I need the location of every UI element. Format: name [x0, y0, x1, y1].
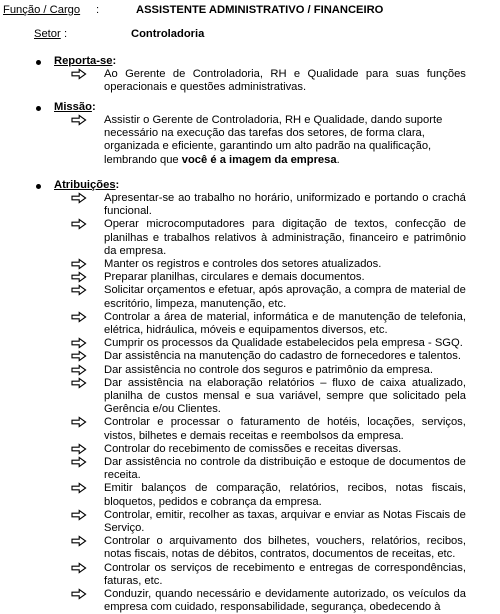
arrow-right-icon	[71, 364, 87, 377]
word: funções	[426, 68, 466, 80]
word: de	[372, 456, 386, 468]
word: patrimônio	[413, 231, 466, 244]
list-item-text	[104, 535, 466, 561]
word: aprovação,	[286, 284, 342, 297]
word: documentos	[388, 456, 450, 468]
word: e	[364, 192, 371, 204]
word: e	[208, 284, 215, 297]
word: sua	[256, 390, 275, 402]
word: telefonia,	[420, 310, 466, 323]
word: atualizado,	[411, 376, 466, 389]
word: à	[261, 231, 268, 244]
word: após	[258, 284, 283, 297]
text-line: Preparar planilhas, circulares e demais documentos.	[104, 271, 365, 284]
word: assistência	[127, 376, 184, 389]
text-fragment: lembrando que	[104, 153, 182, 166]
word: portando	[374, 192, 419, 204]
word: financeiro	[349, 231, 399, 244]
word: mensal	[203, 390, 240, 402]
word: área	[164, 310, 187, 323]
text-line	[104, 482, 466, 495]
word: Apresentar-se	[104, 192, 175, 204]
word: arquivar	[280, 508, 322, 521]
word: fiscais,	[431, 482, 466, 495]
word: Controladoria,	[192, 68, 263, 80]
word: bilhetes,	[268, 535, 310, 548]
arrow-right-icon	[71, 456, 87, 469]
word: –	[320, 376, 327, 389]
word: horário,	[254, 192, 293, 204]
list-item-text	[104, 364, 466, 377]
word: controle	[200, 456, 241, 468]
word: e	[152, 231, 160, 244]
text-line: elétrica, hidráulica, móveis e equipamentos diversos, etc.	[104, 324, 388, 336]
word: assistência	[125, 456, 181, 468]
word: RH	[270, 68, 287, 80]
word: de	[394, 284, 408, 297]
word: no	[184, 456, 197, 468]
word: e	[324, 508, 331, 521]
text-line	[104, 218, 466, 231]
list-item-text	[104, 443, 466, 456]
word: Operar	[104, 218, 139, 231]
word: e	[299, 561, 306, 574]
word: o	[227, 416, 234, 429]
text-line: funcional.	[104, 205, 152, 218]
text-line: escritório, limpeza, manutenção, etc.	[104, 297, 287, 310]
word: Qualidade	[307, 68, 359, 80]
word: recibos,	[426, 535, 466, 548]
word: comparação,	[216, 482, 281, 495]
arrow-right-icon	[71, 218, 87, 231]
arrow-right-icon	[71, 350, 87, 363]
word: os	[392, 588, 405, 600]
text-line	[104, 535, 466, 548]
word: relatórios	[268, 376, 315, 389]
word: as	[367, 508, 380, 521]
word: confecção	[394, 218, 446, 231]
text-line	[104, 377, 466, 390]
word: de	[404, 310, 417, 323]
word: trabalho	[194, 192, 235, 204]
list-item-text	[104, 350, 466, 363]
word: as	[232, 508, 245, 521]
word: e	[402, 231, 409, 244]
text-fragment: organizada e eficiente, garantindo um alto padrão na qualificação,	[104, 140, 432, 153]
word: de	[453, 218, 466, 231]
word: correspondências,	[374, 561, 466, 574]
word: recebimento	[233, 561, 295, 574]
word: serviços	[170, 561, 212, 574]
text-line: empresa com cuidado, responsabilidade, segurança, obedecendo à	[104, 601, 441, 614]
list-item-text	[104, 509, 466, 535]
text-line	[104, 284, 466, 297]
word: a	[344, 284, 351, 297]
text-line: Cumprir os processos da Qualidade estabelecidos pela empresa - SGQ.	[104, 337, 463, 350]
list-item-text	[104, 218, 466, 258]
word: da	[453, 588, 466, 600]
list-item-text	[104, 588, 466, 614]
section-title: Reporta-se:	[54, 55, 117, 67]
word: estoque	[329, 456, 370, 468]
word: planilhas	[104, 231, 149, 244]
word: e	[244, 390, 251, 402]
section-title: Atribuições:	[54, 179, 120, 191]
text-line: da empresa.	[104, 244, 167, 257]
arrow-right-icon	[71, 114, 87, 127]
word: recolher	[188, 508, 230, 521]
word: na	[188, 376, 202, 389]
word: relatórios,	[289, 482, 339, 495]
word: locações,	[367, 416, 415, 429]
word: para	[252, 218, 275, 231]
word: Notas	[382, 508, 413, 521]
word: material,	[206, 310, 250, 323]
word: hotéis,	[327, 416, 361, 429]
word: de	[357, 561, 371, 574]
word: serviços,	[421, 416, 466, 429]
word: de	[453, 456, 466, 468]
word: a	[153, 310, 161, 323]
word: no	[238, 192, 251, 204]
text-line: Manter os registros e controles dos setores atualizados.	[104, 258, 382, 270]
word: caixa	[379, 376, 407, 389]
word: o	[156, 535, 163, 548]
list-item-text	[104, 284, 466, 310]
word: microcomputadores	[146, 218, 245, 231]
word: enviar	[333, 508, 365, 521]
bullet-icon	[36, 106, 41, 111]
word: faturamento	[240, 416, 301, 429]
list-item-text	[104, 337, 466, 350]
arrow-right-icon	[71, 258, 87, 271]
arrow-right-icon	[71, 284, 87, 297]
text-line	[104, 416, 466, 429]
word: e	[312, 310, 319, 323]
word: de	[361, 376, 375, 389]
word: orçamentos	[147, 284, 206, 297]
text-line: faturas, etc.	[104, 574, 163, 587]
word: sempre	[326, 390, 364, 402]
list-item-text	[104, 562, 466, 588]
text-line: bloquetos, pedidos e cobrança da empresa.	[104, 495, 322, 508]
list-item-text	[104, 68, 466, 94]
word: material	[410, 284, 451, 297]
word: de	[194, 482, 208, 495]
word: de	[147, 390, 161, 402]
text-line: operacionais e questões administrativas.	[104, 81, 307, 94]
word: suas	[395, 68, 420, 80]
list-item-text	[104, 377, 466, 417]
word: autorizado,	[333, 588, 389, 600]
sector-value: Controladoria	[131, 28, 205, 40]
text-line	[104, 562, 466, 575]
word: solicitado	[392, 390, 440, 402]
word: arquivamento	[169, 535, 238, 548]
list-item-text	[104, 311, 466, 337]
word: vouchers,	[316, 535, 365, 548]
job-title-colon: :	[96, 4, 100, 16]
text-line	[104, 390, 466, 403]
word: compra	[354, 284, 392, 297]
word: entregas	[309, 561, 354, 574]
word: Dar	[104, 376, 123, 389]
word: que	[368, 390, 388, 402]
word: Controlar	[104, 310, 151, 323]
highlight-text: você é a imagem da empresa	[181, 153, 337, 166]
bullet-icon	[36, 184, 41, 189]
word: pela	[444, 390, 466, 402]
word: para	[365, 68, 389, 80]
word: Conduzir,	[104, 588, 152, 600]
word: relativos	[214, 231, 257, 244]
word: Dar	[104, 456, 123, 468]
text-line	[104, 509, 466, 522]
word: de	[453, 508, 466, 521]
word: e	[254, 588, 262, 600]
word: digitação	[282, 218, 327, 231]
arrow-right-icon	[71, 311, 87, 324]
word: Controlar	[104, 535, 151, 548]
word: efetuar,	[218, 284, 256, 297]
word: variável,	[279, 390, 322, 402]
word: de	[334, 218, 347, 231]
text-line: receita.	[104, 469, 141, 482]
word: recibos,	[347, 482, 387, 495]
word: administração,	[272, 231, 345, 244]
text-line: Dar assistência no controle dos seguros e patrimônio da empresa.	[104, 363, 433, 376]
text-fragment: necessário na execução das tarefas dos setores, de forma clara,	[104, 127, 425, 140]
word: elaboração	[207, 376, 263, 389]
word: planilha	[104, 390, 143, 402]
word: uniformizado	[296, 192, 361, 204]
text-line: vistos, bilhetes e demais receitas e reembolsos da empresa.	[104, 429, 404, 442]
text-line	[104, 588, 466, 601]
arrow-right-icon	[71, 271, 87, 284]
word: quando	[155, 588, 193, 600]
text-line: Dar assistência na manutenção do cadastro de fornecedores e talentos.	[104, 350, 461, 363]
word: relatórios,	[371, 535, 421, 548]
text-line: Serviço.	[104, 522, 145, 534]
job-title-label: Função / Cargo	[3, 4, 81, 16]
arrow-right-icon	[71, 562, 87, 575]
word: devidamente	[265, 588, 330, 600]
list-item-text	[104, 271, 466, 284]
word: Controlar	[104, 561, 151, 574]
arrow-right-icon	[71, 192, 87, 205]
word: e	[157, 416, 164, 429]
arrow-right-icon	[71, 377, 87, 390]
word: Fiscais	[415, 508, 451, 521]
word: manutenção	[338, 310, 401, 323]
word: de	[172, 68, 186, 80]
arrow-right-icon	[71, 588, 87, 601]
sector-colon: :	[64, 28, 68, 40]
word: fluxo	[332, 376, 356, 389]
word: distribuição	[259, 456, 317, 468]
list-item-text	[104, 114, 466, 167]
word: trabalhos	[163, 231, 210, 244]
word: textos,	[354, 218, 388, 231]
word: e	[319, 456, 327, 468]
arrow-right-icon	[71, 416, 87, 429]
word: emitir,	[155, 508, 186, 521]
arrow-right-icon	[71, 509, 87, 522]
word: crachá	[432, 192, 466, 204]
list-item-text	[104, 258, 466, 271]
word: balanços	[141, 482, 187, 495]
word: processar	[170, 416, 220, 429]
word: de	[453, 284, 466, 297]
bullet-icon	[36, 60, 41, 65]
text-line	[104, 68, 466, 81]
text-line	[104, 311, 466, 324]
arrow-right-icon	[71, 68, 87, 81]
word: taxas,	[247, 508, 278, 521]
word: de	[307, 416, 320, 429]
word: os	[154, 561, 167, 574]
word: o	[422, 192, 429, 204]
word: Gerente	[125, 68, 166, 80]
section-title: Missão:	[54, 101, 96, 113]
word: Emitir	[104, 482, 133, 495]
text-line	[104, 192, 466, 205]
word: Ao	[104, 68, 118, 80]
word: necessário	[196, 588, 251, 600]
word: Solicitar	[104, 284, 144, 297]
text-fragment: Assistir o Gerente de Controladoria, RH e Qualidade, dando suporte	[104, 114, 443, 126]
word: de	[216, 561, 229, 574]
job-title-value: ASSISTENTE ADMINISTRATIVO / FINANCEIRO	[136, 4, 384, 16]
word: de	[190, 310, 203, 323]
word: ao	[178, 192, 191, 204]
text-line: notas fiscais, notas de débitos, contratos, documentos de receitas, etc.	[104, 548, 456, 561]
list-item-text	[104, 192, 466, 218]
word: notas	[395, 482, 423, 495]
word: custos	[165, 390, 198, 402]
list-item-text	[104, 456, 466, 482]
word: informática	[253, 310, 309, 323]
word: dos	[243, 535, 262, 548]
arrow-right-icon	[71, 337, 87, 350]
word: Controlar	[104, 416, 151, 429]
word: veículos	[408, 588, 450, 600]
arrow-right-icon	[71, 482, 87, 495]
text-line	[104, 232, 466, 245]
arrow-right-icon	[71, 535, 87, 548]
text-fragment: .	[336, 153, 340, 166]
word: de	[322, 310, 335, 323]
list-item-text	[104, 482, 466, 508]
word: da	[243, 456, 257, 468]
arrow-right-icon	[71, 443, 87, 456]
list-item-text	[104, 416, 466, 442]
text-line: Controlar do recebimento de comissões e receitas diversas.	[104, 442, 402, 455]
text-line	[104, 456, 466, 469]
word: Controlar,	[104, 508, 153, 521]
sector-label: Setor	[34, 28, 61, 40]
word: e	[293, 68, 301, 80]
text-line: Gerência e/ou Clientes.	[104, 403, 221, 416]
